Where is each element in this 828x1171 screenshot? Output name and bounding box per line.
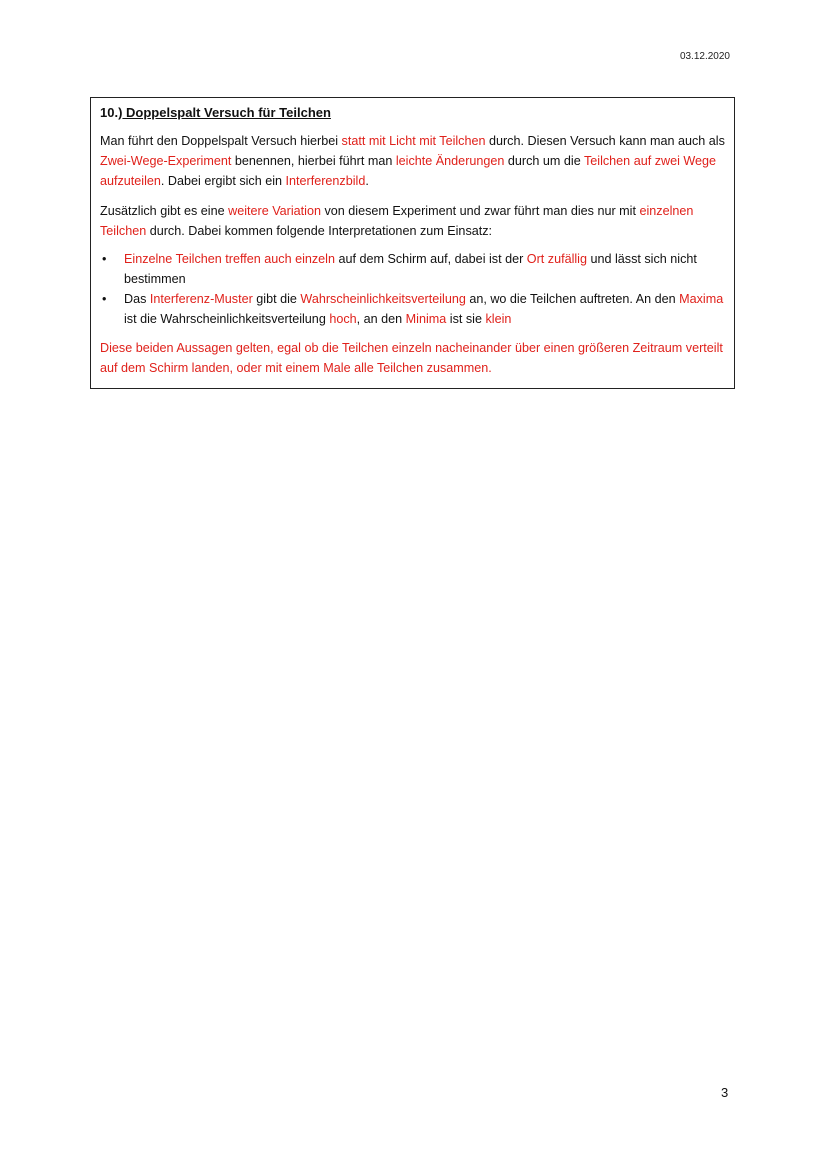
- highlight: einzelnen Teilchen: [100, 204, 694, 238]
- section-number: 10.): [100, 105, 123, 120]
- highlight: Interferenzbild: [285, 174, 366, 188]
- section-title: [100, 104, 725, 122]
- list-item: [100, 289, 725, 329]
- highlight: leichte Änderungen: [395, 154, 505, 168]
- highlight: Maxima: [679, 292, 724, 306]
- text: Zusätzlich gibt es eine: [100, 204, 229, 218]
- highlight: Wahrscheinlichkeitsverteilung: [300, 292, 466, 306]
- bullet-icon: •: [102, 292, 107, 306]
- bullet-list: [100, 249, 725, 329]
- text: und lässt sich nicht bestimmen: [124, 252, 697, 286]
- page-number: 3: [721, 1085, 729, 1100]
- highlight: Interferenz-Muster: [149, 292, 253, 306]
- text: auf dem Schirm auf, dabei ist der: [334, 252, 527, 266]
- header-date: 03.12.2020: [679, 51, 730, 62]
- text: . Dabei ergibt sich ein: [160, 174, 286, 188]
- highlight: klein: [485, 312, 512, 326]
- text: .: [365, 174, 369, 188]
- highlight: Zwei-Wege-Experiment: [100, 154, 232, 168]
- text: , an den: [356, 312, 406, 326]
- text: Man führt den Doppelspalt Versuch hierbei: [100, 134, 342, 148]
- highlight: Teilchen auf zwei Wege aufzuteilen: [100, 154, 717, 188]
- highlight: statt mit Licht mit Teilchen: [341, 134, 486, 148]
- text: durch. Diesen Versuch kann man auch als: [485, 134, 725, 148]
- highlight: Ort zufällig: [526, 252, 587, 266]
- text: benennen, hierbei führt man: [231, 154, 396, 168]
- paragraph-2: [100, 201, 725, 241]
- text: durch um die: [504, 154, 584, 168]
- highlight: Minima: [405, 312, 447, 326]
- text: von diesem Experiment und zwar führt man dies nur mit: [320, 204, 640, 218]
- highlight: Einzelne Teilchen treffen auch einzeln: [124, 252, 335, 266]
- section-title-text: Doppelspalt Versuch für Teilchen: [122, 105, 331, 120]
- highlight: weitere Variation: [228, 204, 321, 218]
- text: durch. Dabei kommen folgende Interpretationen zum Einsatz:: [146, 224, 493, 238]
- text: an, wo die Teilchen auftreten. An den: [465, 292, 680, 306]
- text: ist die Wahrscheinlichkeitsverteilung: [124, 312, 330, 326]
- section-box: [90, 97, 735, 389]
- paragraph-1: [100, 131, 725, 191]
- text: Das: [124, 292, 150, 306]
- bullet-icon: •: [102, 252, 107, 266]
- list-item: [100, 249, 725, 289]
- highlight: hoch: [329, 312, 357, 326]
- text: gibt die: [252, 292, 301, 306]
- text: ist sie: [446, 312, 486, 326]
- paragraph-3: Diese beiden Aussagen gelten, egal ob die Teilchen einzeln nacheinander über einen größeren Zeitraum verteilt auf dem Schirm landen, oder mit einem Male alle Teilchen zusammen.: [100, 341, 723, 375]
